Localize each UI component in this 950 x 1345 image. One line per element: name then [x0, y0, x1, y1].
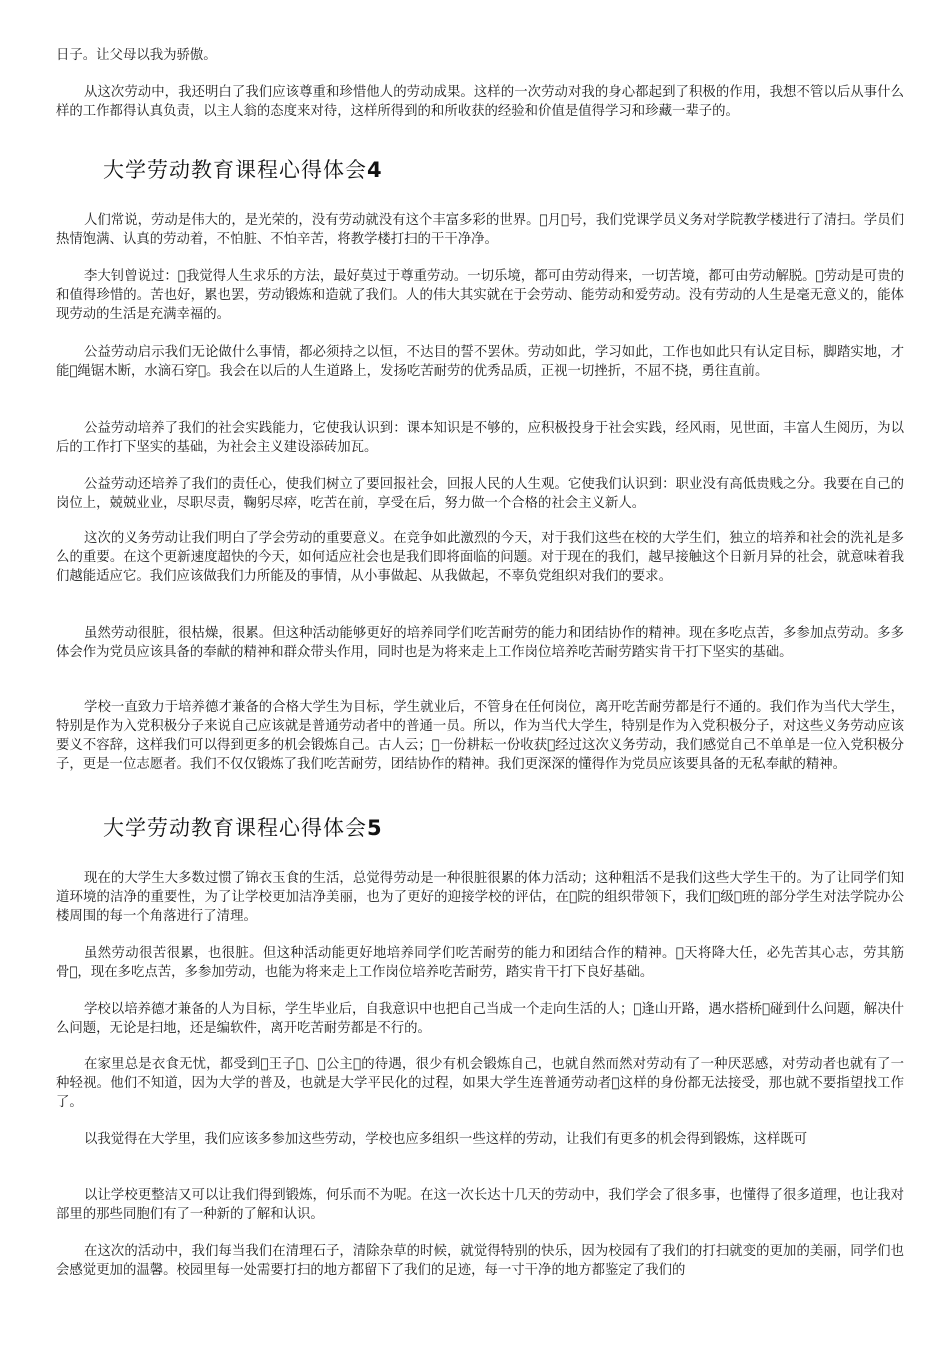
section-heading-5-number: 5	[367, 816, 383, 840]
section4-paragraph: 公益劳动还培养了我们的责任心，使我们树立了要回报社会，回报人民的人生观。它使我们认识到：职业没有高低贵贱之分。我要在自己的岗位上，兢兢业业，尽职尽责，鞠躬尽瘁，吃苦在前，享受在后，努力做一个合格的社会主义新人。	[56, 477, 904, 511]
section-heading-4-title: 大学劳动教育课程心得体会	[103, 158, 367, 182]
section4-paragraph: 公益劳动启示我们无论做什么事情，都必须持之以恒，不达目的誓不罢休。劳动如此，学习如此，工作也如此只有认定目标，脚踏实地，才能 绳锯木断，水滴石穿 。我会在以后的人生道路上，发扬吃苦耐劳的优秀品质，正视一切挫折，不屈不挠，勇往直前。	[56, 345, 904, 379]
section-heading-4-number: 4	[367, 158, 383, 182]
section5-paragraph: 虽然劳动很苦很累，也很脏。但这种活动能更好地培养同学们吃苦耐劳的能力和团结合作的精神。 天将降大任，必先苦其心志，劳其筋骨 ，现在多吃点苦，多参加劳动，也能为将来走上工作岗位培养吃苦耐劳，踏实肯干打下良好基础。	[56, 946, 904, 980]
section5-paragraph: 以让学校更整洁又可以让我们得到锻炼，何乐而不为呢。在这一次长达十几天的劳动中，我们学会了很多事，也懂得了很多道理，也让我对部里的那些同胞们有了一种新的了解和认识。	[56, 1188, 904, 1222]
paragraph-continuation: 日子。让父母以我为骄傲。	[56, 48, 217, 63]
section4-paragraph: 这次的义务劳动让我们明白了学会劳动的重要意义。在竞争如此激烈的今天，对于我们这些在校的大学生们，独立的培养和社会的洗礼是多么的重要。在这个更新速度超快的今天，如何适应社会也是我们即将面临的问题。对于现在的我们，越早接触这个日新月异的社会，就意味着我们越能适应它。我们应该做我们力所能及的事情，从小事做起、从我做起，不辜负党组织对我们的要求。	[56, 531, 904, 584]
section4-paragraph: 虽然劳动很脏，很枯燥，很累。但这种活动能够更好的培养同学们吃苦耐劳的能力和团结协作的精神。现在多吃点苦，多参加点劳动。多多体会作为党员应该具备的奉献的精神和群众带头作用，同时也是为将来走上工作岗位培养吃苦耐劳踏实肯干打下坚实的基础。	[56, 626, 904, 660]
section-heading-5	[103, 815, 383, 841]
section5-paragraph: 以我觉得在大学里，我们应该多参加这些劳动，学校也应多组织一些这样的劳动，让我们有更多的机会得到锻炼，这样既可	[84, 1132, 808, 1147]
section5-paragraph: 在这次的活动中，我们每当我们在清理石子，清除杂草的时候，就觉得特别的快乐，因为校园有了我们的打扫就变的更加的美丽，同学们也会感觉更加的温馨。校园里每一处需要打扫的地方都留下了我们的足迹，每一寸干净的地方都鉴定了我们的	[56, 1244, 904, 1278]
section5-paragraph: 学校以培养德才兼备的人为目标，学生毕业后，自我意识中也把自己当成一个走向生活的人； 逢山开路，遇水搭桥 碰到什么问题，解决什么问题，无论是扫地，还是编软件，离开吃苦耐劳都是不行的。	[56, 1002, 904, 1036]
section4-paragraph: 学校一直致力于培养德才兼备的合格大学生为目标，学生就业后，不管身在任何岗位，离开吃苦耐劳都是行不通的。我们作为当代大学生，特别是作为入党积极分子来说自己应该就是普通劳动者中的普通一员。所以，作为当代大学生，特别是作为入党积极分子，对这些义务劳动应该要义不容辞，这样我们可以得到更多的机会锻炼自己。古人云； 一份耕耘一份收获 经过这次义务劳动，我们感觉自己不单单是一位入党积极分子，更是一位志愿者。我们不仅仅锻炼了我们吃苦耐劳，团结协作的精神。我们更深深的懂得作为党员应该要具备的无私奉献的精神。	[56, 700, 904, 772]
section4-paragraph: 李大钊曾说过： 我觉得人生求乐的方法，最好莫过于尊重劳动。一切乐境，都可由劳动得来，一切苦境，都可由劳动解脱。 劳动是可贵的和值得珍惜的。苦也好，累也罢，劳动锻炼和造就了我们。人的伟大其实就在于会劳动、能劳动和爱劳动。没有劳动的人生是毫无意义的，能体现劳动的生活是充满幸福的。	[56, 269, 904, 322]
section4-paragraph: 公益劳动培养了我们的社会实践能力，它使我认识到：课本知识是不够的，应积极投身于社会实践，经风雨，见世面，丰富人生阅历，为以后的工作打下坚实的基础，为社会主义建设添砖加瓦。	[56, 421, 904, 455]
section4-paragraph: 人们常说，劳动是伟大的，是光荣的，没有劳动就没有这个丰富多彩的世界。 月 号，我们党课学员义务对学院教学楼进行了清扫。学员们热情饱满、认真的劳动着，不怕脏、不怕辛苦，将教学楼打扫的干干净净。	[56, 213, 904, 247]
paragraph-labor-reflection: 从这次劳动中，我还明白了我们应该尊重和珍惜他人的劳动成果。这样的一次劳动对我的身心都起到了积极的作用，我想不管以后从事什么样的工作都得认真负责，以主人翁的态度来对待，这样所得到的和所收获的经验和价值是值得学习和珍藏一辈子的。	[56, 85, 904, 119]
section-heading-5-title: 大学劳动教育课程心得体会	[103, 816, 367, 840]
section5-paragraph: 现在的大学生大多数过惯了锦衣玉食的生活，总觉得劳动是一种很脏很累的体力活动；这种粗活不是我们这些大学生干的。为了让同学们知道环境的洁净的重要性，为了让学校更加洁净美丽，也为了更好的迎接学校的评估，在 院的组织带领下，我们 级 班的部分学生对法学院办公楼周围的每一个角落进行了清理。	[56, 871, 904, 924]
section5-paragraph: 在家里总是衣食无忧，都受到 王子 、 公主 的待遇，很少有机会锻炼自己，也就自然而然对劳动有了一种厌恶感，对劳动者也就有了一种轻视。他们不知道，因为大学的普及，也就是大学平民化的过程，如果大学生连普通劳动者 这样的身份都无法接受，那也就不要指望找工作了。	[56, 1057, 904, 1110]
section-heading-4	[103, 157, 383, 183]
